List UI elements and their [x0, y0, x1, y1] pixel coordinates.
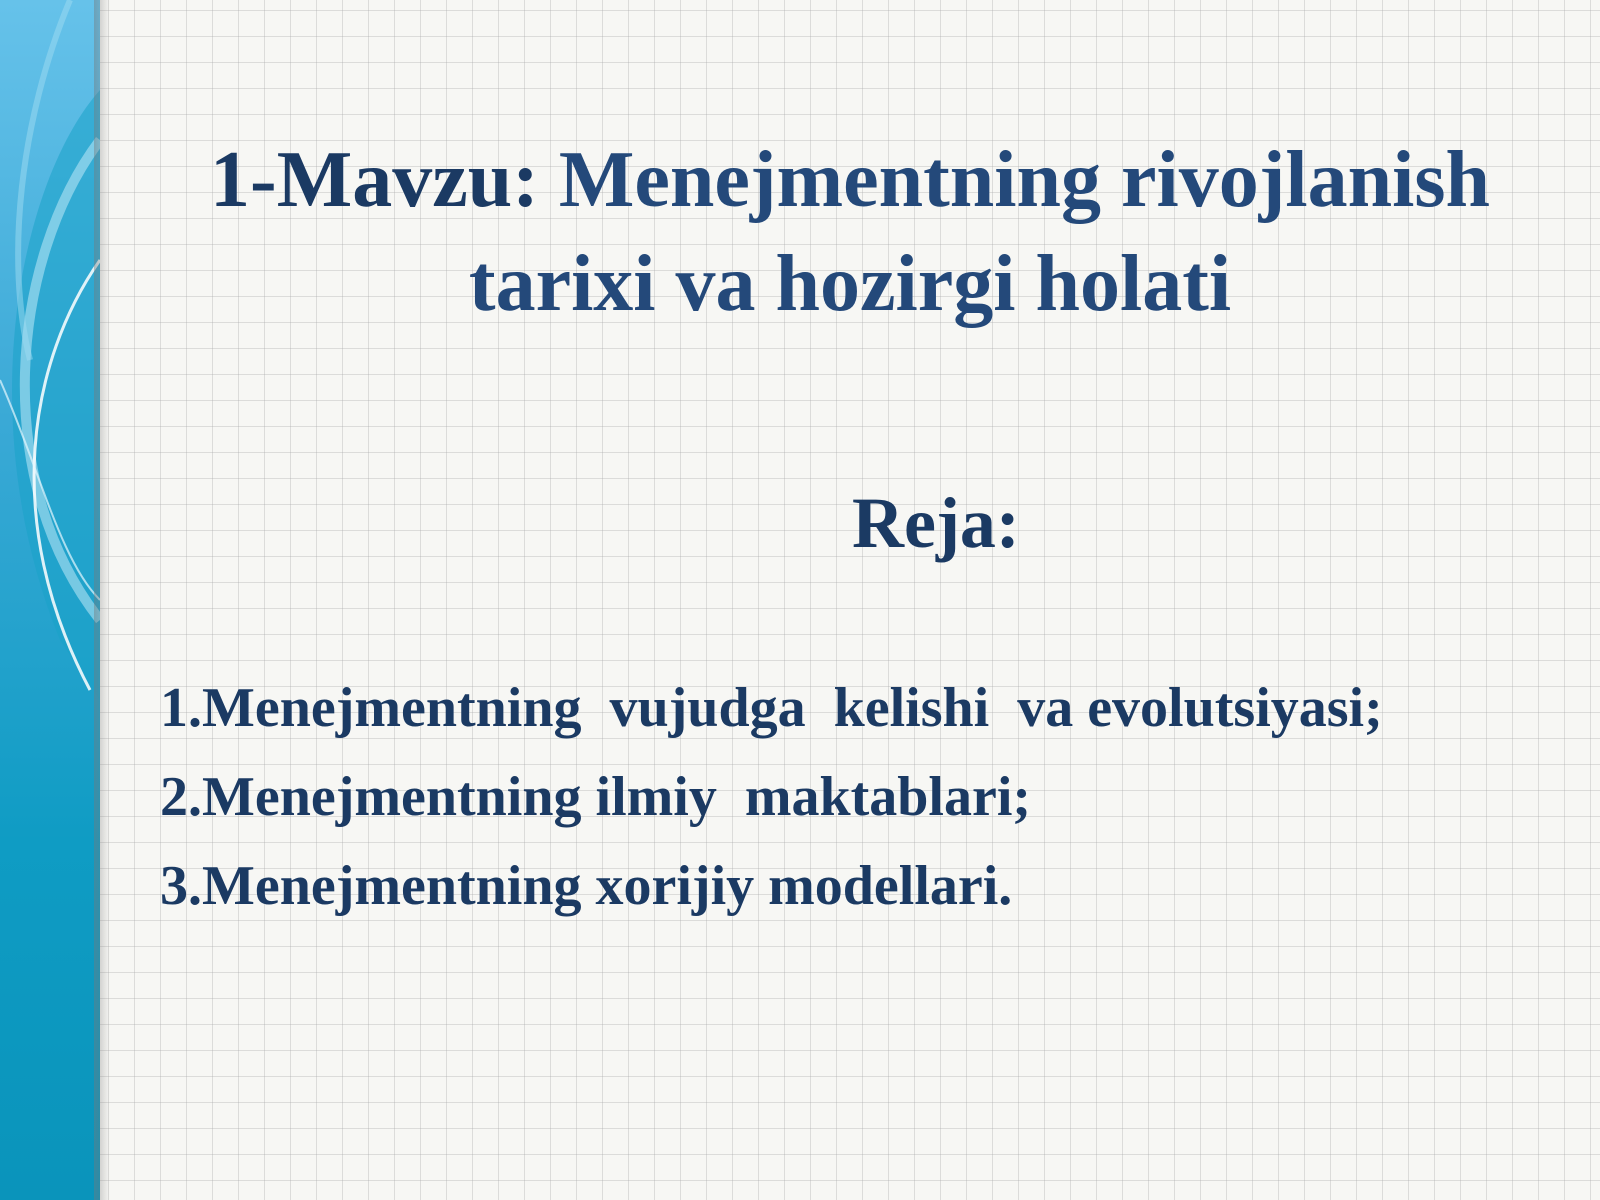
plan-heading: Reja:	[852, 483, 1020, 563]
decorative-side-band	[0, 0, 100, 1200]
plan-item-3: 3.Menejmentning xorijiy modellari.	[160, 855, 1013, 917]
side-band-shadow	[94, 0, 110, 1200]
title-topic-label: 1-Mavzu:	[210, 136, 559, 224]
plan-item-2: 2.Menejmentning ilmiy maktablari;	[160, 766, 1032, 828]
plan-item-1: 1.Menejmentning vujudga kelishi va evolutsiyasi;	[160, 677, 1383, 739]
slide-title	[140, 128, 1560, 336]
title-topic-name: Menejmentning rivojlanish tarixi va hozirgi holati	[468, 136, 1490, 328]
plan-list	[160, 664, 1580, 931]
